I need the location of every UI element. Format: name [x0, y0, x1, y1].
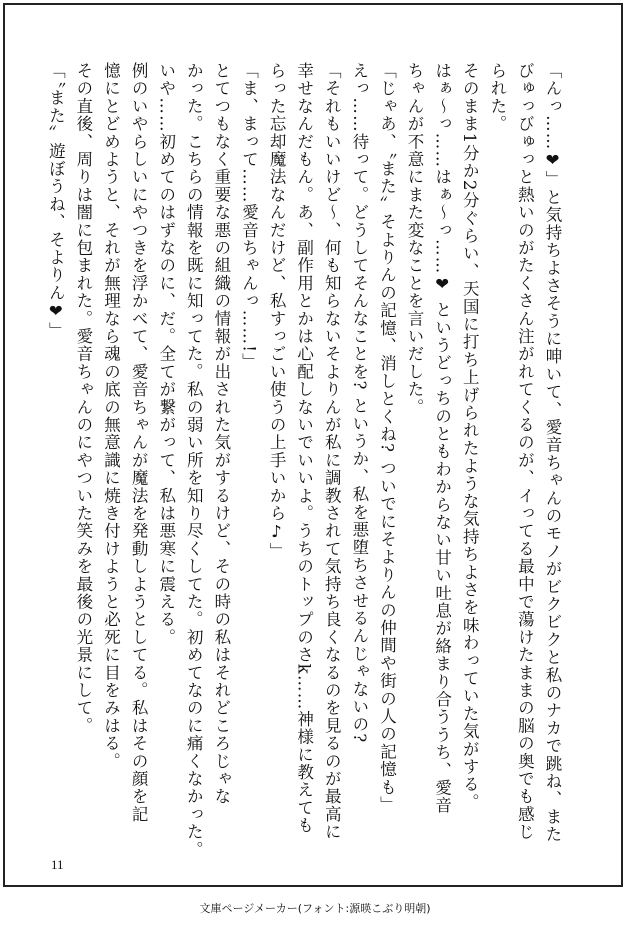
text-line: いや……初めてのはずなのに、だ。全てが繋がって、私は悪寒に震える。 [156, 62, 176, 647]
text-line: はぁ〜っ……はぁ〜っ……❤ というどっちのともわからない甘い吐息が絡まり合ううち、愛音 [432, 62, 452, 815]
text-line: 「じゃあ、〝また〟そよりんの記憶、消しとくね? ついでにそよりんの仲間や街の人の記憶も」 [377, 62, 397, 814]
text-line: 「んっ……❤」と気持ちよさそうに呻いて、愛音ちゃんのモノがビクビクと私のナカで跳ね、また [543, 62, 562, 844]
page-frame [3, 3, 623, 887]
footer-caption: 文庫ページメーカー(フォント:源暎こぶり明朝) [199, 902, 431, 915]
text-line: ちゃんが不意にまた変なことを言いだした。 [405, 62, 425, 416]
text-line: えっ……待って。どうしてそんなことを? というか、私を悪堕ちさせるんじゃないの? [349, 62, 369, 744]
text-line: 「それもいいけど〜、何も知らないそよりんが私に調教されて気持ち良くなるのを見るのが最高に [322, 62, 342, 841]
vertical-text-body [42, 62, 566, 859]
text-line: 「〝また〟遊ぼうね、そよりん❤」 [46, 62, 66, 340]
text-line: びゅっびゅっと熱いのがたくさん注がれてくるのが、イってる最中で蕩けたままの脳の奥でも感じ [515, 62, 535, 841]
text-line: その直後、周りは闇に包まれた。愛音ちゃんのにやついた笑みを最後の光景にして。 [73, 62, 93, 735]
text-line: 幸せなんだもん。あ、副作用とかは心配しないでいいよ。うちのトップのさk……神様に教えても [294, 62, 314, 835]
text-line: とてつもなく重要な悪の組織の情報が出された気がするけど、その時の私はそれどころじゃな [211, 62, 231, 806]
text-line: らった忘却魔法なんだけど、私すっごい使うの上手いから♪」 [267, 62, 287, 561]
text-line: かった。こちらの情報を既に知ってた。私の弱い所を知り尽くしてた。初めてなのに痛くなかった。 [184, 62, 204, 859]
text-line: そのまま1分か2分ぐらい、天国に打ち上げられたような気持ちよさを味わっていた気がする。 [460, 62, 480, 812]
page-number: 11 [51, 857, 64, 872]
text-line: 「ま、まって……愛音ちゃんっ……!」 [239, 62, 259, 371]
text-line: 憶にとどめようと、それが無理なら魂の底の無意識に焼き付けようと必死に目をみはる。 [101, 62, 121, 770]
text-line: られた。 [487, 62, 507, 133]
text-line: 例のいやらしいにやつきを浮かべて、愛音ちゃんが魔法を発動しようとしてる。私はその顔を記 [129, 62, 149, 824]
